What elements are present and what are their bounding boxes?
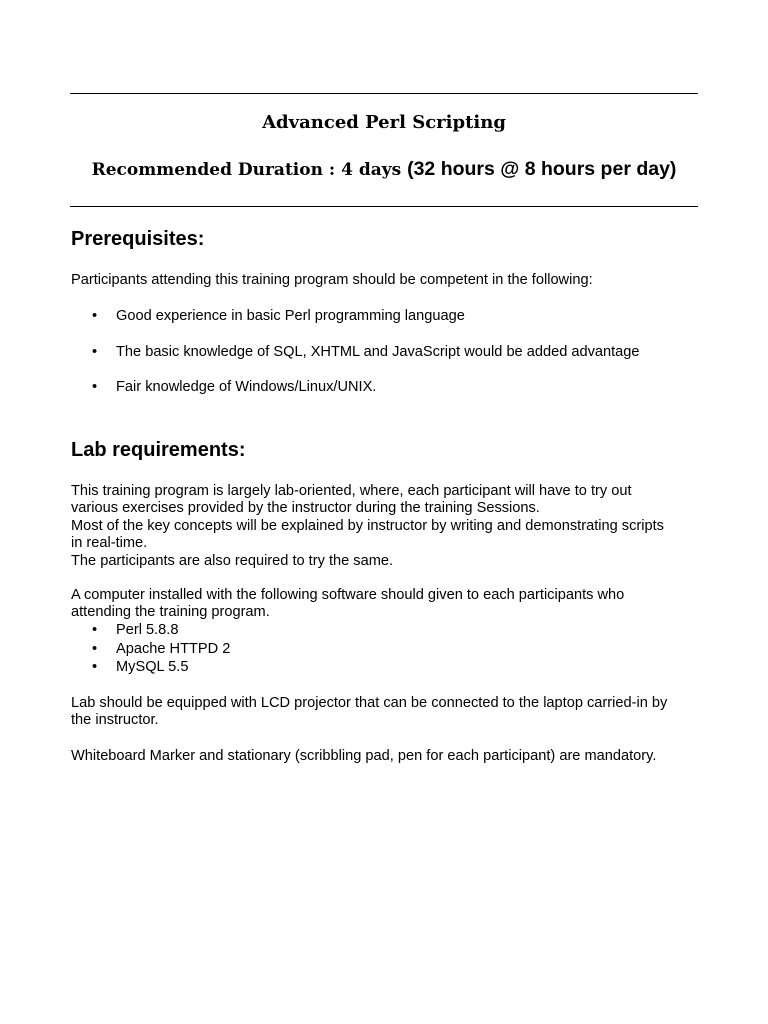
course-title: Advanced Perl Scripting [262,112,506,133]
software-list [71,622,230,678]
bullet-icon: • [92,308,98,324]
list-item [71,344,640,380]
bullet-icon: • [92,640,98,657]
list-item [71,308,640,344]
header-bottom-rule [70,206,698,207]
paragraph-line: A computer installed with the following software should given to each participants who [71,587,625,603]
bullet-icon: • [92,659,98,675]
course-duration [0,158,768,181]
paragraph-line: various exercises provided by the instructor during the training Sessions. [71,500,540,517]
paragraph-line: Most of the key concepts will be explained by instructor by writing and demonstrating scripts [71,517,664,534]
prerequisites-heading: Prerequisites: [71,228,205,250]
lab-requirements-heading: Lab requirements: [71,439,246,461]
list-item-text: MySQL 5.5 [116,659,189,675]
prerequisites-intro: Participants attending this training program should be competent in the following: [71,272,593,288]
paragraph-line: the instructor. [71,712,159,729]
list-item [71,659,230,678]
paragraph-line: in real-time. [71,535,148,552]
lab-intro-paragraph [71,483,701,570]
header-top-rule [70,93,698,94]
paragraph-line: Lab should be equipped with LCD projector that can be connected to the laptop carried-in by [71,695,668,711]
prerequisites-list [71,308,640,415]
list-item-text: The basic knowledge of SQL, XHTML and JavaScript would be added advantage [116,343,640,360]
list-item-text: Perl 5.8.8 [116,622,179,638]
list-item [71,379,640,415]
bullet-icon: • [92,343,98,360]
list-item-text: Apache HTTPD 2 [116,640,231,657]
list-item [71,622,230,641]
paragraph-line: This training program is largely lab-oriented, where, each participant will have to try out [71,483,632,499]
bullet-icon: • [92,622,98,638]
list-item [71,641,230,660]
duration-detail: (32 hours @ 8 hours per day) [407,158,677,180]
paragraph-line: attending the training program. [71,604,270,621]
bullet-icon: • [92,379,98,395]
duration-label: Recommended Duration : 4 days [91,160,402,180]
lab-computer-paragraph [71,587,701,622]
lab-projector-paragraph [71,695,701,730]
list-item-text: Fair knowledge of Windows/Linux/UNIX. [116,379,377,395]
paragraph-line: The participants are also required to try the same. [71,552,394,569]
lab-stationery-paragraph: Whiteboard Marker and stationary (scribbling pad, pen for each participant) are mandatory. [71,748,657,764]
list-item-text: Good experience in basic Perl programming language [116,308,465,324]
